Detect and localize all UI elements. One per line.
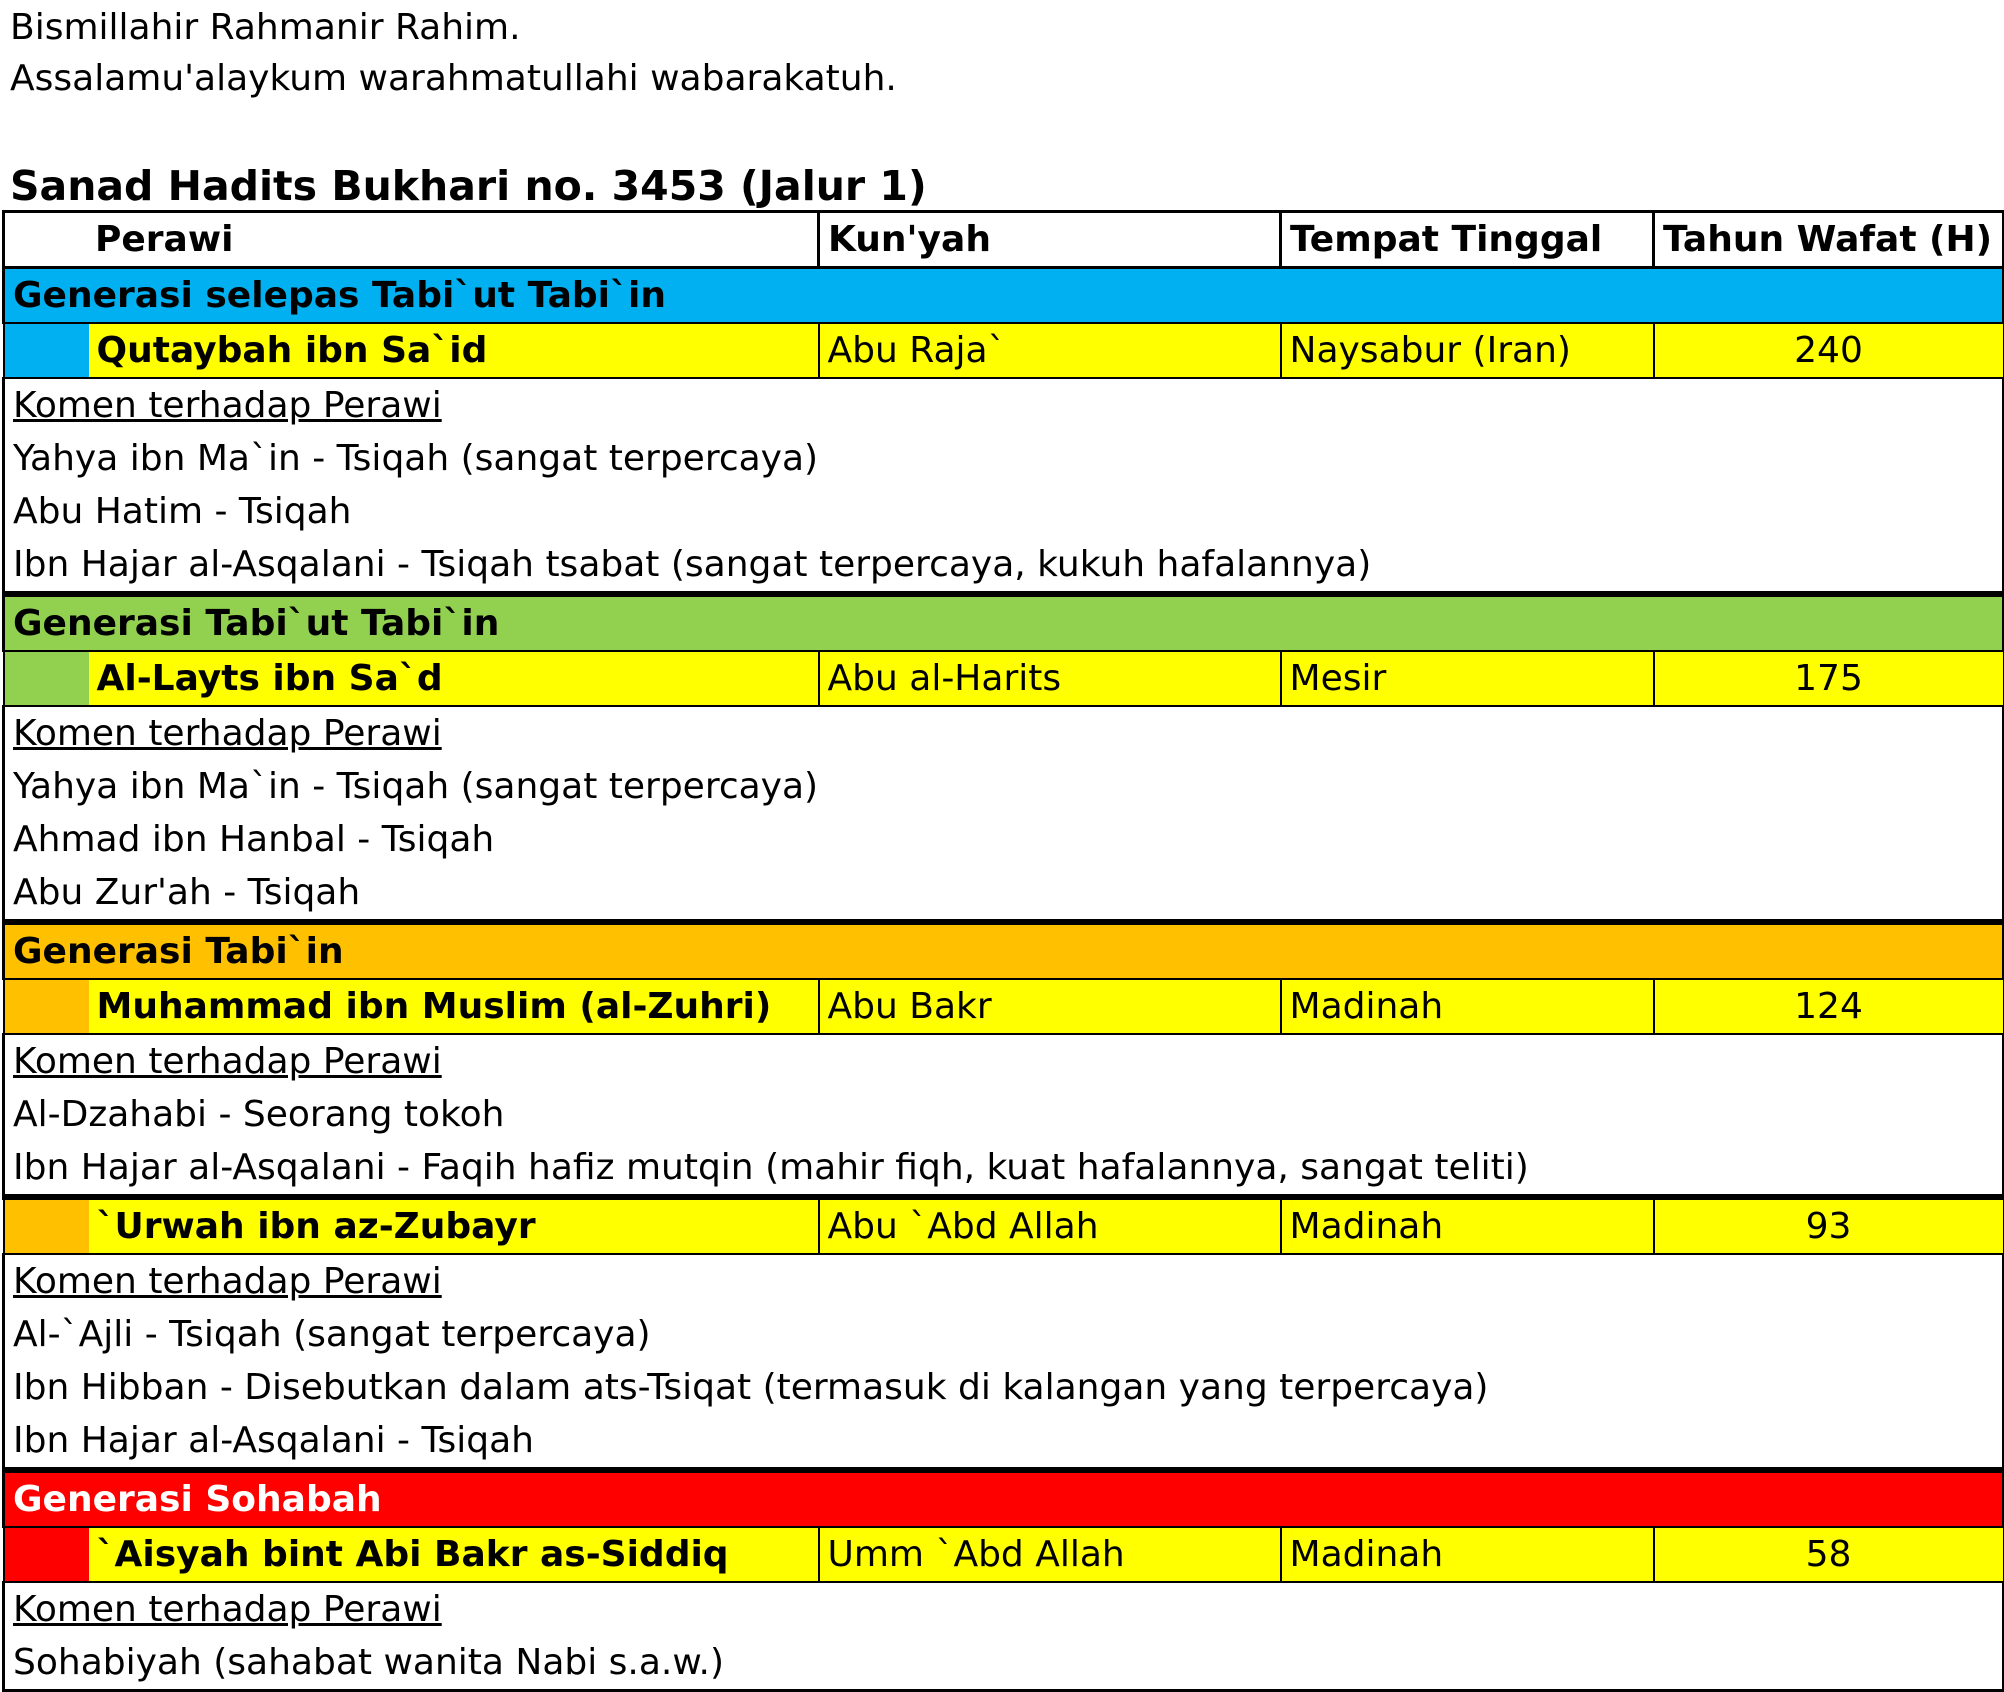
narrator-row xyxy=(4,1197,2004,1254)
comment-row xyxy=(4,538,2004,594)
comment-text: Ibn Hajar al-Asqalani - Tsiqah tsabat (sangat terpercaya, kukuh hafalannya) xyxy=(4,538,2004,594)
comment-row xyxy=(4,1141,2004,1197)
comment-heading: Komen terhadap Perawi xyxy=(13,1589,442,1630)
narrator-death-year: 58 xyxy=(1654,1527,2004,1582)
narrator-death-year: 124 xyxy=(1654,979,2004,1034)
intro-line-2: Assalamu'alaykum warahmatullahi wabarakatuh. xyxy=(10,58,897,99)
narrator-place: Mesir xyxy=(1281,651,1654,706)
comment-row xyxy=(4,485,2004,538)
comment-row xyxy=(4,1582,2004,1636)
comment-row xyxy=(4,760,2004,813)
intro-line-1: Bismillahir Rahmanir Rahim. xyxy=(10,7,521,48)
generation-color-swatch xyxy=(4,651,89,706)
sanad-table xyxy=(2,210,2004,1692)
comment-row xyxy=(4,1361,2004,1414)
generation-label: Generasi selepas Tabi`ut Tabi`in xyxy=(4,268,2004,324)
comment-text: Ibn Hajar al-Asqalani - Faqih hafiz mutqin (mahir fiqh, kuat hafalannya, sangat teliti) xyxy=(4,1141,2004,1197)
comment-heading: Komen terhadap Perawi xyxy=(13,713,442,754)
narrator-name: `Aisyah bint Abi Bakr as-Siddiq xyxy=(89,1527,819,1582)
comment-row xyxy=(4,813,2004,866)
comment-heading: Komen terhadap Perawi xyxy=(13,385,442,426)
comment-row xyxy=(4,432,2004,485)
generation-color-swatch xyxy=(4,979,89,1034)
comment-heading: Komen terhadap Perawi xyxy=(13,1261,442,1302)
narrator-death-year: 93 xyxy=(1654,1197,2004,1254)
narrator-kunyah: Abu Bakr xyxy=(819,979,1281,1034)
narrator-place: Madinah xyxy=(1281,979,1654,1034)
generation-row xyxy=(4,1470,2004,1527)
narrator-row xyxy=(4,323,2004,378)
comment-text: Abu Zur'ah - Tsiqah xyxy=(4,866,2004,922)
narrator-kunyah: Abu al-Harits xyxy=(819,651,1281,706)
comment-heading: Komen terhadap Perawi xyxy=(13,1041,442,1082)
narrator-kunyah: Abu `Abd Allah xyxy=(819,1197,1281,1254)
generation-label: Generasi Tabi`in xyxy=(4,922,2004,979)
comment-text: Yahya ibn Ma`in - Tsiqah (sangat terpercaya) xyxy=(4,432,2004,485)
header-row xyxy=(4,212,2004,268)
comment-row xyxy=(4,706,2004,760)
narrator-name: `Urwah ibn az-Zubayr xyxy=(89,1197,819,1254)
comment-row xyxy=(4,378,2004,432)
narrator-name: Muhammad ibn Muslim (al-Zuhri) xyxy=(89,979,819,1034)
generation-row xyxy=(4,922,2004,979)
comment-row xyxy=(4,1308,2004,1361)
generation-label: Generasi Tabi`ut Tabi`in xyxy=(4,594,2004,651)
narrator-death-year: 240 xyxy=(1654,323,2004,378)
narrator-place: Naysabur (Iran) xyxy=(1281,323,1654,378)
comment-text: Abu Hatim - Tsiqah xyxy=(4,485,2004,538)
comment-text: Al-Dzahabi - Seorang tokoh xyxy=(4,1088,2004,1141)
header-tahun-wafat: Tahun Wafat (H) xyxy=(1654,212,2004,268)
narrator-name: Al-Layts ibn Sa`d xyxy=(89,651,819,706)
header-perawi: Perawi xyxy=(4,212,819,268)
comment-text: Ibn Hibban - Disebutkan dalam ats-Tsiqat (termasuk di kalangan yang terpercaya) xyxy=(4,1361,2004,1414)
generation-row xyxy=(4,268,2004,324)
comment-row xyxy=(4,1088,2004,1141)
comment-row xyxy=(4,1636,2004,1691)
generation-color-swatch xyxy=(4,1197,89,1254)
comment-text: Ahmad ibn Hanbal - Tsiqah xyxy=(4,813,2004,866)
narrator-row xyxy=(4,979,2004,1034)
generation-color-swatch xyxy=(4,1527,89,1582)
comment-row xyxy=(4,1414,2004,1470)
narrator-name: Qutaybah ibn Sa`id xyxy=(89,323,819,378)
generation-label: Generasi Sohabah xyxy=(4,1470,2004,1527)
comment-row xyxy=(4,1254,2004,1308)
narrator-kunyah: Abu Raja` xyxy=(819,323,1281,378)
header-tempat-tinggal: Tempat Tinggal xyxy=(1281,212,1654,268)
comment-text: Sohabiyah (sahabat wanita Nabi s.a.w.) xyxy=(4,1636,2004,1691)
comment-row xyxy=(4,1034,2004,1088)
generation-row xyxy=(4,594,2004,651)
generation-color-swatch xyxy=(4,323,89,378)
narrator-row xyxy=(4,1527,2004,1582)
header-kunyah: Kun'yah xyxy=(819,212,1281,268)
page-title: Sanad Hadits Bukhari no. 3453 (Jalur 1) xyxy=(10,162,927,210)
narrator-death-year: 175 xyxy=(1654,651,2004,706)
narrator-place: Madinah xyxy=(1281,1527,1654,1582)
comment-text: Al-`Ajli - Tsiqah (sangat terpercaya) xyxy=(4,1308,2004,1361)
comment-text: Ibn Hajar al-Asqalani - Tsiqah xyxy=(4,1414,2004,1470)
narrator-place: Madinah xyxy=(1281,1197,1654,1254)
comment-row xyxy=(4,866,2004,922)
narrator-row xyxy=(4,651,2004,706)
narrator-kunyah: Umm `Abd Allah xyxy=(819,1527,1281,1582)
comment-text: Yahya ibn Ma`in - Tsiqah (sangat terpercaya) xyxy=(4,760,2004,813)
